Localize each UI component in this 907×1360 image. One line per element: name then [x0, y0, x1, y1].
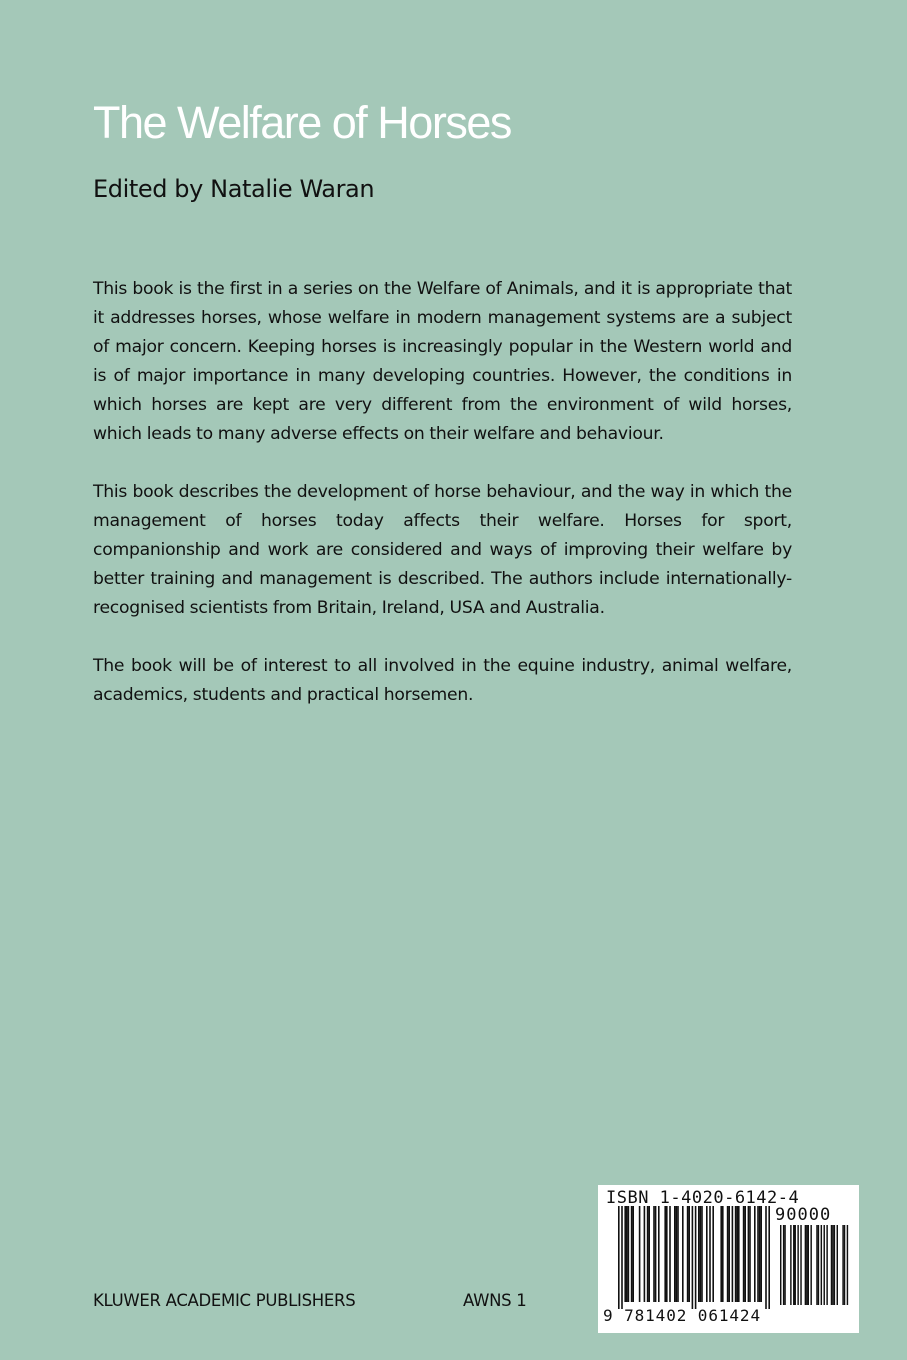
barcode-bar — [720, 1206, 722, 1302]
barcode-bar — [682, 1206, 684, 1302]
addon-bar — [810, 1225, 811, 1305]
addon-bar — [824, 1225, 825, 1305]
barcode-bar — [655, 1206, 657, 1302]
addon-bar — [780, 1225, 781, 1305]
barcode-bar — [728, 1206, 730, 1302]
barcode-bar — [732, 1206, 734, 1302]
barcode-bar — [759, 1206, 761, 1302]
addon-bar — [818, 1225, 819, 1305]
addon-bar — [837, 1225, 838, 1305]
addon-bar — [831, 1225, 832, 1305]
price-addon-label: 90000 — [775, 1205, 832, 1225]
barcode-bar — [754, 1206, 756, 1302]
barcode-bar — [628, 1206, 630, 1302]
barcode-bar — [653, 1206, 655, 1302]
barcode-bar — [722, 1206, 724, 1302]
barcode-bar — [648, 1206, 650, 1302]
barcode-bar — [666, 1206, 668, 1302]
addon-bar — [834, 1225, 835, 1305]
barcode-bar — [674, 1206, 676, 1302]
barcode-bar — [618, 1206, 620, 1309]
isbn-barcode — [598, 1185, 859, 1333]
barcode-bar — [744, 1206, 746, 1302]
addon-bar — [844, 1225, 845, 1305]
addon-bar — [821, 1225, 822, 1305]
book-editor: Edited by Natalie Waran — [93, 175, 375, 203]
addon-bar — [847, 1225, 848, 1305]
barcode-bar — [757, 1206, 759, 1302]
barcode-bar — [712, 1206, 714, 1302]
barcode-bar — [768, 1206, 770, 1309]
barcode-bar — [631, 1206, 633, 1302]
barcode-bar — [700, 1206, 702, 1302]
addon-bar — [832, 1225, 833, 1305]
barcode-bar — [727, 1206, 729, 1302]
publisher-name: KLUWER ACADEMIC PUBLISHERS — [93, 1291, 356, 1310]
barcode-bar — [658, 1206, 660, 1302]
barcode-bar — [695, 1206, 697, 1309]
barcode-bar — [669, 1206, 671, 1302]
addon-bar — [842, 1225, 843, 1305]
addon-bar — [816, 1225, 817, 1305]
barcode-bar — [688, 1206, 690, 1302]
barcode-bar — [765, 1206, 767, 1309]
barcode-bar — [738, 1206, 740, 1302]
blurb-paragraph: This book is the first in a series on the Welfare of Animals, and it is appropriate that it addresses horses, whose welfare in modern management systems are a subject of major concern. Keeping horses is increasingly popular in the Western world and is of major importance in many developing countries. However, the conditions in which horses are kept are very different from the environment of wild horses, which leads to many adverse effects on their welfare and behaviour. — [93, 279, 792, 444]
barcode-bar — [664, 1206, 666, 1302]
barcode-bar — [743, 1206, 745, 1302]
barcode-bar — [632, 1206, 634, 1302]
barcode-bar — [624, 1206, 626, 1302]
barcode-bar — [748, 1206, 750, 1302]
book-title: The Welfare of Horses — [93, 97, 511, 148]
addon-bar — [790, 1225, 791, 1305]
addon-bar — [805, 1225, 806, 1305]
barcode-bar — [644, 1206, 646, 1302]
barcode-bar — [647, 1206, 649, 1302]
blurb-paragraph: The book will be of interest to all involved in the equine industry, animal welfare, academics, students and practical horsemen. — [93, 656, 792, 705]
ean-digits: 9 781402 061424 — [603, 1306, 761, 1325]
isbn-label: ISBN 1-4020-6142-4 — [606, 1188, 800, 1208]
addon-bar — [797, 1225, 798, 1305]
addon-bar — [806, 1225, 807, 1305]
addon-bar — [800, 1225, 801, 1305]
addon-bar — [793, 1225, 794, 1305]
barcode-bar — [706, 1206, 708, 1302]
barcode-bar — [749, 1206, 751, 1302]
barcode-bar — [621, 1206, 623, 1309]
barcode-bar — [692, 1206, 694, 1309]
barcode-bar — [760, 1206, 762, 1302]
barcode-bar — [626, 1206, 628, 1302]
barcode-bar — [639, 1206, 641, 1302]
barcode-bar — [676, 1206, 678, 1302]
addon-bar — [795, 1225, 796, 1305]
barcode-bar — [677, 1206, 679, 1302]
barcode-bar — [735, 1206, 737, 1302]
barcode-bar — [701, 1206, 703, 1302]
barcode-bar — [687, 1206, 689, 1302]
barcode-bar — [709, 1206, 711, 1302]
blurb-paragraph: This book describes the development of horse behaviour, and the way in which the management of horses today affects their welfare. Horses for sport, companionship and work are considered and ways of improving their welfare by better training and management is described. The authors include internationally-recognised scientists from Britain, Ireland, USA and Australia. — [93, 482, 792, 618]
back-cover-blurb — [93, 275, 792, 739]
addon-bar — [783, 1225, 784, 1305]
barcode-bar — [736, 1206, 738, 1302]
addon-bar — [808, 1225, 809, 1305]
addon-bar — [826, 1225, 827, 1305]
addon-bar — [784, 1225, 785, 1305]
series-code: AWNS 1 — [463, 1291, 527, 1310]
barcode-bar — [698, 1206, 700, 1302]
